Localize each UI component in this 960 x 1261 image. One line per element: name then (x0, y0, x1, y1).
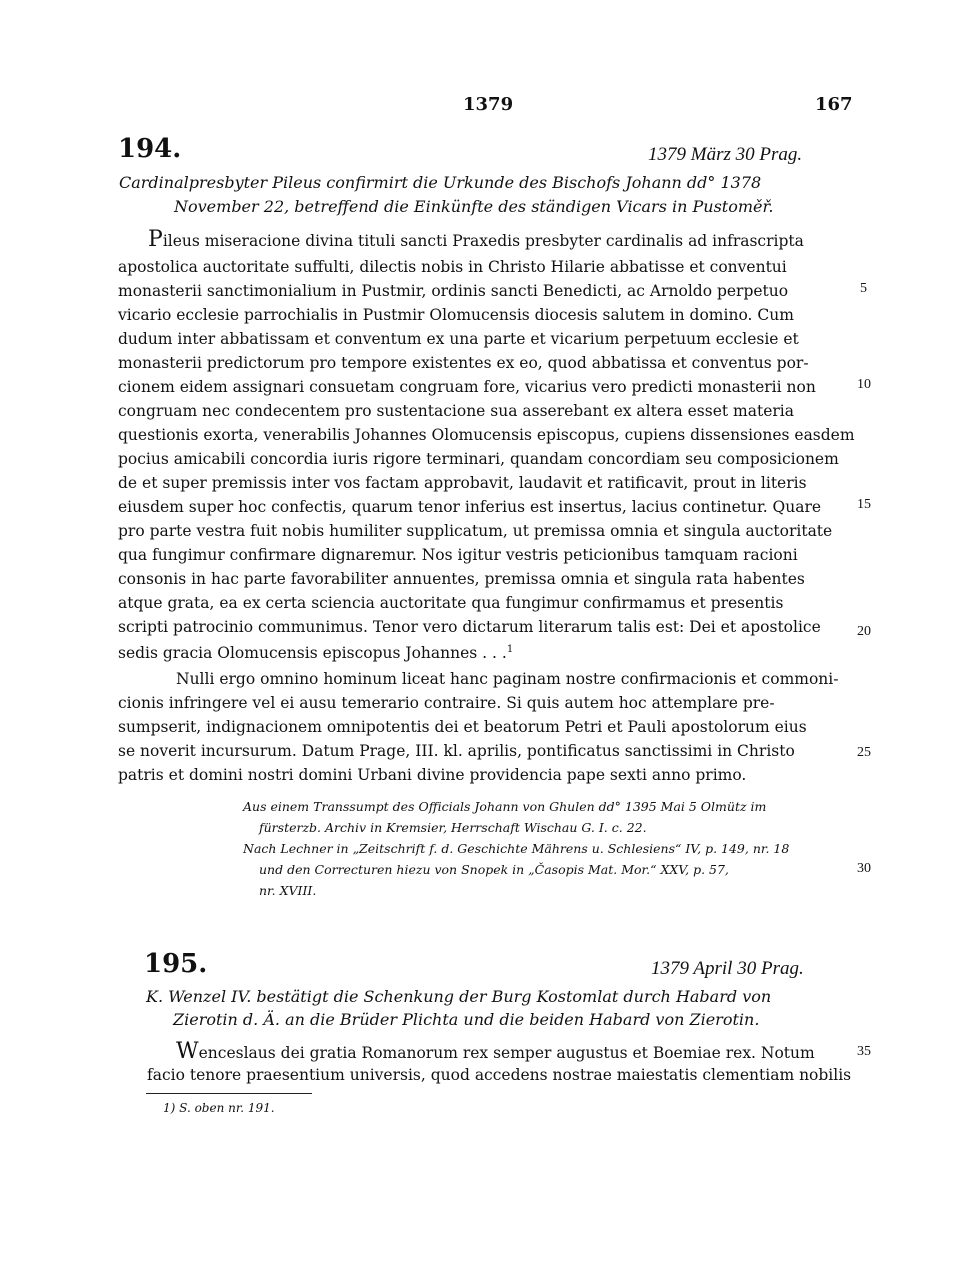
footnote (163, 1101, 275, 1115)
body-line: qua fungimur confirmare dignaremur. Nos igitur vestris peticionibus tamquam racioni (118, 546, 798, 564)
page-number: 167 (815, 94, 853, 115)
line-number: 35 (857, 1044, 871, 1059)
document-date: 1379 März 30 Prag. (648, 144, 803, 165)
line-number: 10 (857, 377, 871, 392)
footnote-rule (146, 1093, 312, 1094)
body-line: monasterii predictorum pro tempore existentes ex eo, quod abbatissa et conventus por- (118, 354, 809, 372)
summary-line: K. Wenzel IV. bestätigt die Schenkung der Burg Kostomlat durch Habard von (146, 987, 772, 1006)
line-number: 15 (857, 497, 871, 512)
body-line: sumpserit, indignacionem omnipotentis dei et beatorum Petri et Pauli apostolorum eius (118, 718, 807, 736)
body-line: dudum inter abbatissam et conventum ex una parte et vicarium perpetuum ecclesie et (118, 330, 799, 348)
body-line: se noverit incursurum. Datum Prage, III. kl. aprilis, pontificatus sanctissimi in Christo (118, 742, 795, 760)
source-line: Nach Lechner in „Zeitschrift f. d. Geschichte Mährens u. Schlesiens“ IV, p. 149, nr. 18 (243, 841, 790, 856)
body-line: Nulli ergo omnino hominum liceat hanc paginam nostre confirmacionis et commoni- (176, 670, 839, 688)
body-line: monasterii sanctimonialium in Pustmir, ordinis sancti Benedicti, ac Arnoldo perpetuo (118, 282, 789, 300)
source-line: fürsterzb. Archiv in Kremsier, Herrschaft Wischau G. I. c. 22. (259, 820, 647, 835)
document-number: 194. (118, 134, 182, 164)
line-number: 5 (860, 281, 867, 296)
summary-line: Zierotin d. Ä. an die Brüder Plichta und die beiden Habard von Zierotin. (173, 1010, 760, 1029)
body-line: questionis exorta, venerabilis Johannes Olomucensis episcopus, cupiens dissensiones easdem (118, 426, 855, 444)
source-line: und den Correcturen hiezu von Snopek in „Časopis Mat. Mor.“ XXV, p. 57, (259, 862, 729, 877)
body-line: pocius amicabili concordia iuris rigore terminari, quandam concordiam seu composicionem (118, 450, 839, 468)
source-line: nr. XVIII. (259, 883, 317, 898)
body-line: congruam nec condecentem pro sustentacione sua asserebant ex altera esset materia (118, 402, 794, 420)
line-number: 25 (857, 745, 871, 760)
body-line: vicario ecclesie parrochialis in Pustmir Olomucensis diocesis salutem in domino. Cum (118, 306, 794, 324)
body-line: facio tenore praesentium universis, quod accedens nostrae maiestatis clementiam nobilis (147, 1066, 852, 1084)
source-line: Aus einem Transsumpt des Officials Johann von Ghulen dd° 1395 Mai 5 Olmütz im (243, 799, 767, 814)
body-line: cionem eidem assignari consuetam congruam fore, vicarius vero predicti monasterii non (118, 378, 816, 396)
body-line: patris et domini nostri domini Urbani divine providencia pape sexti anno primo. (118, 766, 747, 784)
body-line: sedis gracia Olomucensis episcopus Johannes . . .$^1$ (118, 644, 514, 663)
running-header-year: 1379 (463, 94, 514, 115)
footnote-text: S. oben nr. 191. (179, 1101, 275, 1115)
body-line: cionis infringere vel ei ausu temerario contraire. Si quis autem hoc attemplare pre- (118, 694, 775, 712)
footnote-mark: 1) (163, 1101, 176, 1115)
body-line: Pileus miseracione divina tituli sancti Praxedis presbyter cardinalis ad infrascripta (148, 227, 804, 252)
document-date: 1379 April 30 Prag. (651, 958, 804, 979)
body-line: scripti patrocinio communimus. Tenor vero dictarum literarum talis est: Dei et apostolice (118, 618, 821, 636)
body-line: de et super premissis inter vos factam approbavit, laudavit et ratificavit, prout in literis (118, 474, 807, 492)
body-line: consonis in hac parte favorabiliter annuentes, premissa omnia et singula rata habentes (118, 570, 805, 588)
document-number: 195. (144, 949, 208, 979)
line-number: 20 (857, 624, 871, 639)
line-number: 30 (857, 861, 871, 876)
body-line: Wenceslaus dei gratia Romanorum rex semper augustus et Boemiae rex. Notum (176, 1039, 815, 1064)
initial-letter: P (148, 227, 163, 252)
summary-line: November 22, betreffend die Einkünfte des ständigen Vicars in Pustoměř. (174, 197, 774, 216)
body-line: pro parte vestra fuit nobis humiliter supplicatum, ut premissa omnia et singula auctoritate (118, 522, 833, 540)
body-line: apostolica auctoritate suffulti, dilectis nobis in Christo Hilarie abbatisse et conventui (118, 258, 787, 276)
body-line: atque grata, ea ex certa sciencia auctoritate qua fungimur confirmamus et presentis (118, 594, 784, 612)
initial-letter: W (176, 1039, 199, 1064)
footnote-reference: 1 (506, 644, 514, 655)
body-line: eiusdem super hoc confectis, quarum tenor inferius est insertus, lacius continetur. Quare (118, 498, 822, 516)
summary-line: Cardinalpresbyter Pileus confirmirt die Urkunde des Bischofs Johann dd° 1378 (119, 173, 762, 192)
